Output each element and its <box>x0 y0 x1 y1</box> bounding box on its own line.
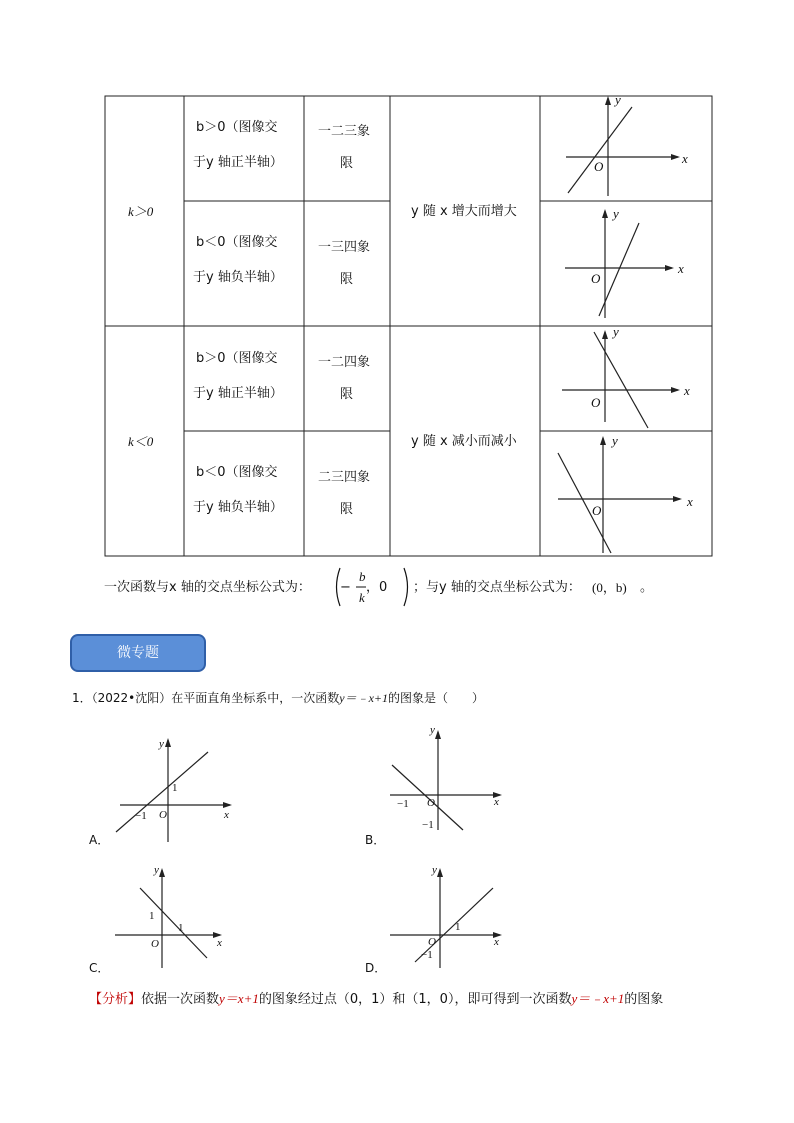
k-negative-label: k＜0 <box>128 434 154 449</box>
origin-label: O <box>427 797 435 809</box>
formula-minus: − <box>340 580 351 595</box>
option-c-label[interactable]: C． <box>89 961 110 975</box>
quadrant-line1: 一三四象 <box>318 240 371 255</box>
analysis-text-3: 的图象 <box>624 992 664 1007</box>
b-cond-line1: b＞0（图像交 <box>196 351 278 366</box>
origin-label: O <box>591 395 601 410</box>
tick-label-neg1: −1 <box>421 949 433 961</box>
option-c-graph <box>115 868 222 968</box>
b-cond-line1: b＞0（图像交 <box>196 120 278 135</box>
axis-label-y: y <box>612 433 618 448</box>
axis-label-y: y <box>154 864 159 876</box>
b-cond-line2: 于y 轴负半轴） <box>193 500 283 515</box>
option-b-label[interactable]: B． <box>365 833 386 847</box>
tick-label-1: 1 <box>149 910 155 922</box>
b-cond-line1: b＜0（图像交 <box>196 465 278 480</box>
analysis-func-2: y＝﹣x+1 <box>571 991 625 1006</box>
formula-end: 。 <box>640 580 654 595</box>
origin-label: O <box>592 503 602 518</box>
formula-middle: ；与y 轴的交点坐标公式为： <box>413 580 581 595</box>
axis-label-x: x <box>687 494 693 509</box>
origin-label: O <box>159 809 167 821</box>
k-positive-label: k＞0 <box>128 204 154 219</box>
analysis-tag: 【分析】 <box>89 992 142 1007</box>
option-d-graph <box>390 868 502 968</box>
axis-label-x: x <box>678 261 684 276</box>
tick-label-1: 1 <box>178 922 184 934</box>
quadrant-line2: 限 <box>340 502 354 517</box>
quadrant-line1: 一二三象 <box>318 124 371 139</box>
analysis-line <box>89 992 663 1006</box>
quadrant-line2: 限 <box>340 387 354 402</box>
axis-label-x: x <box>494 936 499 948</box>
question-function: y＝﹣x+1 <box>339 691 389 705</box>
option-b-graph <box>390 730 502 830</box>
axis-label-x: x <box>217 937 222 949</box>
formula-prefix: 一次函数与x 轴的交点坐标公式为： <box>104 580 311 595</box>
axis-label-y: y <box>159 738 164 750</box>
origin-label: O <box>594 159 604 174</box>
analysis-func-1: y＝x+1 <box>219 991 259 1006</box>
axis-label-y: y <box>613 324 619 339</box>
tick-label-neg1: −1 <box>422 819 434 831</box>
axis-label-y: y <box>432 864 437 876</box>
axis-label-x: x <box>684 383 690 398</box>
option-d-label[interactable]: D． <box>365 961 387 975</box>
quadrant-line2: 限 <box>340 156 354 171</box>
question-text-after: 的图象是（ ） <box>388 691 485 705</box>
fraction-denominator: k <box>359 590 365 605</box>
origin-label: O <box>428 936 436 948</box>
tick-label-1: 1 <box>455 921 461 933</box>
axis-label-y: y <box>615 92 621 107</box>
quadrant-line1: 二三四象 <box>318 470 371 485</box>
tick-label-neg1: −1 <box>397 798 409 810</box>
quadrant-line2: 限 <box>340 272 354 287</box>
y-intercept-formula: (0，b) <box>592 580 627 595</box>
trend-decrease: y 随 x 减小而减小 <box>411 434 517 449</box>
quadrant-line1: 一二四象 <box>318 355 371 370</box>
analysis-text-1: 依据一次函数 <box>141 992 220 1007</box>
question-source: （2022•沈阳） <box>91 691 172 705</box>
origin-label: O <box>591 271 601 286</box>
origin-label: O <box>151 938 159 950</box>
tick-label-1: 1 <box>172 782 178 794</box>
axis-label-x: x <box>224 809 229 821</box>
analysis-text-2: 的图象经过点（0，1）和（1，0），即可得到一次函数 <box>258 992 572 1007</box>
b-cond-line1: b＜0（图像交 <box>196 235 278 250</box>
trend-increase: y 随 x 增大而增大 <box>411 204 517 219</box>
fraction-numerator: b <box>359 569 366 584</box>
b-cond-line2: 于y 轴负半轴） <box>193 270 283 285</box>
question-number: 1． <box>72 691 92 705</box>
option-a-label[interactable]: A． <box>89 833 110 847</box>
b-cond-line2: 于y 轴正半轴） <box>193 155 283 170</box>
axis-label-y: y <box>430 724 435 736</box>
axis-label-x: x <box>494 796 499 808</box>
formula-comma-zero: ，0 <box>366 580 388 595</box>
axis-label-y: y <box>613 206 619 221</box>
section-badge: 微专题 <box>70 634 206 672</box>
tick-label-neg1: −1 <box>135 810 147 822</box>
axis-label-x: x <box>682 151 688 166</box>
question-text-before: 在平面直角坐标系中，一次函数 <box>171 691 340 705</box>
b-cond-line2: 于y 轴正半轴） <box>193 386 283 401</box>
